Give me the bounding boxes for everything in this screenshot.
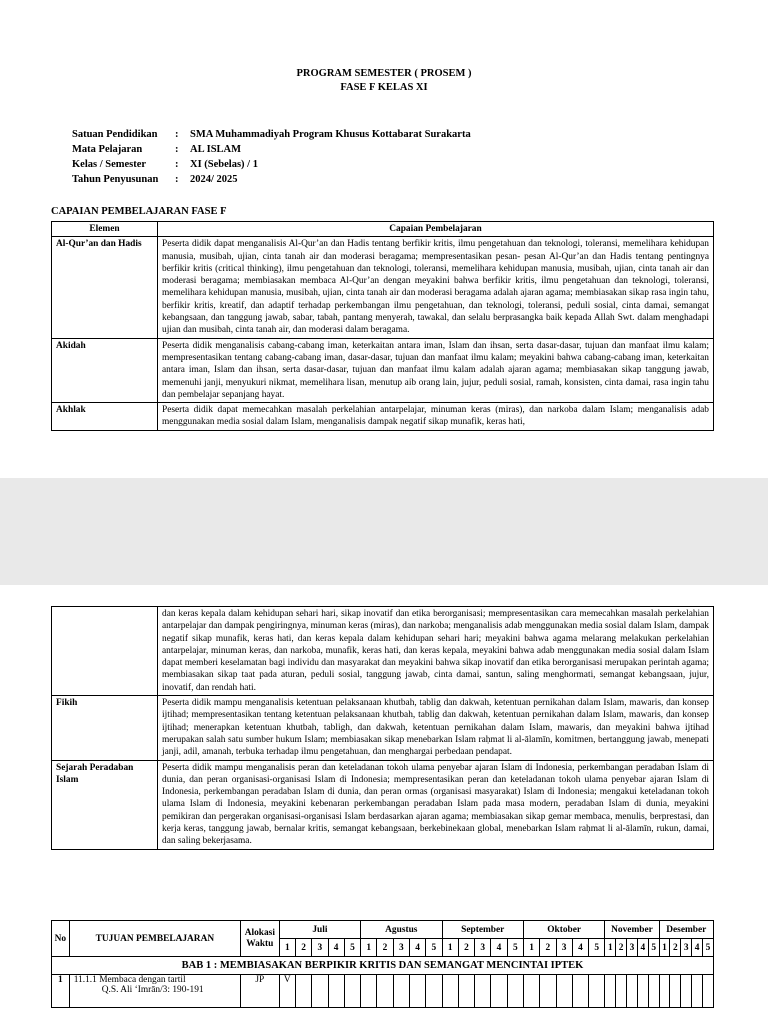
week-header: 2 (295, 939, 311, 957)
week-cell (409, 975, 425, 1008)
week-cell (692, 975, 703, 1008)
week-cell (681, 975, 692, 1008)
schedule-header-months (52, 921, 714, 939)
row-tujuan-ref: Q.S. Ali ‘Imrān/3: 190-191 (101, 985, 204, 995)
identity-key: Mata Pelajaran (72, 144, 143, 155)
month-header: Desember (659, 921, 713, 939)
week-header: 5 (648, 939, 659, 957)
week-cell (507, 975, 523, 1008)
identity-value: XI (Sebelas) / 1 (190, 159, 258, 170)
identity-colon: : (175, 159, 179, 170)
week-header: 4 (572, 939, 588, 957)
week-cell-mark: V (279, 975, 295, 1008)
row-tujuan (69, 975, 240, 1008)
identity-block (72, 129, 471, 189)
cp-row (52, 338, 714, 402)
week-header: 1 (523, 939, 539, 957)
cp-heading: CAPAIAN PEMBELAJARAN FASE F (51, 206, 227, 217)
page-1 (0, 0, 768, 478)
week-header: 1 (442, 939, 458, 957)
week-header: 3 (627, 939, 638, 957)
month-header: Oktober (523, 921, 604, 939)
week-cell (377, 975, 393, 1008)
cp-row (52, 760, 714, 849)
week-cell (556, 975, 572, 1008)
cp-element: Al-Qur’an dan Hadis (52, 237, 158, 338)
week-cell (540, 975, 556, 1008)
header-elemen: Elemen (52, 222, 158, 237)
schedule-row (52, 975, 714, 1008)
week-header: 5 (344, 939, 360, 957)
week-cell (523, 975, 539, 1008)
week-cell (491, 975, 507, 1008)
week-header: 2 (670, 939, 681, 957)
week-cell (659, 975, 670, 1008)
week-header: 3 (312, 939, 328, 957)
week-cell (627, 975, 638, 1008)
document-subtitle: FASE F KELAS XI (340, 82, 428, 93)
week-cell (426, 975, 442, 1008)
identity-value: 2024/ 2025 (190, 174, 238, 185)
week-cell (637, 975, 648, 1008)
identity-key: Tahun Penyusunan (72, 174, 159, 185)
cp-table-page2 (51, 606, 714, 850)
week-cell (328, 975, 344, 1008)
week-header: 3 (475, 939, 491, 957)
week-cell (605, 975, 616, 1008)
identity-colon: : (175, 144, 179, 155)
cp-element: Sejarah Peradaban Islam (52, 760, 158, 849)
week-header: 5 (507, 939, 523, 957)
week-header: 1 (279, 939, 295, 957)
week-cell (442, 975, 458, 1008)
week-header: 4 (491, 939, 507, 957)
week-header: 1 (659, 939, 670, 957)
month-header: Juli (279, 921, 360, 939)
row-tujuan-text: Membaca dengan tartil (99, 975, 186, 985)
month-header: September (442, 921, 523, 939)
week-header: 5 (589, 939, 605, 957)
identity-row (72, 159, 471, 174)
cp-text: Peserta didik mampu menganalisis ketentuan pelaksanaan khutbah, tablig dan dakwah, ketentuan pernikahan dalam Islam, mawaris, dan konsep ijtihad; mempresentasikan tentang ketentuan pelaksanaan khutbah, tablig dan dakwah, ketentuan pernikahan dalam Islam, mawaris, dan konsep ijtihad; menerapkan ketentuan khutbah, tabligh, dan dakwah, ketentuan pernikahan dalam Islam, mawaris, dan meyakini bahwa ijtihad merupakan salah satu sumber hukum Islam; membiasakan sikap menebarkan Islam raḥmat li al-ālamīn, komitmen, bertanggung jawab, menepati janji, adil, amanah, terbuka terhadap ilmu pengetahuan, dan menghargai perbedaan pendapat. (158, 696, 714, 760)
identity-key: Satuan Pendidikan (72, 129, 158, 140)
week-header: 2 (616, 939, 627, 957)
schedule-table (51, 920, 714, 1008)
cp-element: Akidah (52, 338, 158, 402)
week-cell (702, 975, 713, 1008)
week-cell (670, 975, 681, 1008)
cp-table-page1 (51, 221, 714, 431)
header-tujuan: TUJUAN PEMBELAJARAN (69, 921, 240, 957)
identity-row (72, 129, 471, 144)
week-header: 4 (692, 939, 703, 957)
bab-title: BAB 1 : MEMBIASAKAN BERPIKIR KRITIS DAN SEMANGAT MENCINTAI IPTEK (52, 957, 714, 975)
cp-text: Peserta didik mampu menganalisis peran dan keteladanan tokoh ulama penyebar ajaran Islam di Indonesia, perkembangan peradaban Islam di dunia, dan peran organisasi-organisasi Islam di Indonesia; mempresentasikan peran dan keteladanan tokoh ulama penyebar ajaran Islam di Indonesia, perkembangan peradaban Islam di dunia, dan peran ormas (organisasi masyarakat) Islam di Indonesia; mengakui keteladanan tokoh ulama Islam di Indonesia, meyakini kebenaran perkembangan peradaban Islam pada masa modern, peradaban Islam di dunia, meyakini pemikiran dan pergerakan organisasi-organisasi Islam berdasarkan ajaran agama; membiasakan sikap gemar membaca, menulis, berprestasi, dan kerja keras, tanggung jawab, bernalar kritis, semangat kebangsaan, berkebinekaan global, menebarkan Islam raḥmat li al-ālamīn, rukun, damai, dan saling bekerjasama. (158, 760, 714, 849)
row-alokasi: JP (241, 975, 280, 1008)
bab-row (52, 957, 714, 975)
cp-row (52, 696, 714, 760)
week-cell (361, 975, 377, 1008)
week-cell (312, 975, 328, 1008)
week-header: 3 (556, 939, 572, 957)
identity-key: Kelas / Semester (72, 159, 147, 170)
week-header: 3 (393, 939, 409, 957)
identity-value: SMA Muhammadiyah Program Khusus Kottabarat Surakarta (190, 129, 471, 140)
week-header: 5 (702, 939, 713, 957)
week-cell (572, 975, 588, 1008)
cp-element: Fikih (52, 696, 158, 760)
cp-row (52, 403, 714, 431)
identity-value: AL ISLAM (190, 144, 242, 155)
week-cell (616, 975, 627, 1008)
week-cell (295, 975, 311, 1008)
header-no: No (52, 921, 70, 957)
cp-element (52, 607, 158, 696)
week-header: 4 (328, 939, 344, 957)
identity-colon: : (175, 129, 179, 140)
week-cell (458, 975, 474, 1008)
week-cell (648, 975, 659, 1008)
week-cell (393, 975, 409, 1008)
week-header: 2 (458, 939, 474, 957)
week-header: 4 (409, 939, 425, 957)
row-code: 11.1.1 (73, 975, 97, 985)
cp-row (52, 237, 714, 338)
cp-element: Akhlak (52, 403, 158, 431)
week-header: 4 (637, 939, 648, 957)
header-capaian: Capaian Pembelajaran (158, 222, 714, 237)
week-header: 1 (605, 939, 616, 957)
cp-text: Peserta didik menganalisis cabang-cabang iman, keterkaitan antara iman, Islam dan ihsan, serta dasar-dasar, tujuan dan manfaat ilmu kalam; mempresentasikan tentang cabang-cabang iman, dasar-dasar, tujuan dan manfaat ilmu kalam; meyakini bahwa cabang-cabang iman, keterkaitan antara iman, Islam dan ihsan, serta dasar-dasar, tujuan dan manfaat ilmu kalam adalah ajaran agama; membiasakan sikap tanggung jawab, memenuhi janji, menyukuri nikmat, memelihara lisan, menutup aib orang lain, jujur, peduli sosial, ramah, konsisten, cinta damai, rasa ingin tahu dan pembelajar sepanjang hayat. (158, 338, 714, 402)
week-header: 2 (540, 939, 556, 957)
week-cell (344, 975, 360, 1008)
identity-row (72, 144, 471, 159)
cp-text: Peserta didik dapat menganalisis Al-Qur’an dan Hadis tentang berfikir kritis, ilmu pengetahuan dan teknologi, toleransi, memelihara kehidupan manusia, musibah, ujian, cinta tanah air dan moderasi beragama; mempresentasikan pesan- pesan Al-Qur’an dan Hadis tentang pentingnya berfikir kritis (critical thinking), ilmu pengetahuan dan teknologi, toleransi, memelihara kehidupan manusia, musibah, ujian, cinta tanah air dan moderasi beragama; membiasakan membaca Al-Qur’an dengan meyakini bahwa berfikir kritis, ilmu pengetahuan dan teknologi, toleransi, memelihara kehidupan manusia, musibah, ujian, cinta tanah air dan moderasi beragama adalah ajaran agama; membiasakan sikap rasa ingin tahu, berfikir kritis, kreatif, dan adaptif terhadap perkembangan ilmu pengetahuan, dan teknologi, toleransi, peduli sosial, cinta damai, semangat kebangsaan, dan tanggung jawab, sabar, tabah, pantang menyerah, tawakal, dan selalu berprasangka baik kepada Allah Swt. dalam menghadapi ujian dan musibah, cinta tanah air, dan moderasi dalam beragama. (158, 237, 714, 338)
month-header: Agustus (361, 921, 442, 939)
week-header: 2 (377, 939, 393, 957)
document-title: PROGRAM SEMESTER ( PROSEM ) (296, 68, 472, 79)
week-cell (589, 975, 605, 1008)
week-header: 1 (361, 939, 377, 957)
month-header: November (605, 921, 659, 939)
header-alokasi: Alokasi Waktu (241, 921, 280, 957)
cp-text: Peserta didik dapat memecahkan masalah perkelahian antarpelajar, minuman keras (miras), dan narkoba dalam Islam; menganalisis adab menggunakan media sosial dalam Islam, menganalisis dampak negatif sikap munafik, keras hati, (158, 403, 714, 431)
cp-text: dan keras kepala dalam kehidupan sehari hari, sikap inovatif dan etika berorganisasi; mempresentasikan cara memecahkan masalah perkelahian antarpelajar dan dampak pengiringnya, minuman keras (miras), dan narkoba; menganalisis adab menggunakan media sosial dalam Islam, dampak negatif sikap munafik, keras hati, dan keras kepala dalam kehidupan sehari hari; meyakini bahwa agama melarang melakukan perkelahian antarpelajar, minuman keras, dan narkoba, munafik, keras hati, dan keras kepala, meyakini bahwa adab menggunakan media sosial dalam Islam dapat memberi keselamatan bagi individu dan masyarakat dan meyakini bahwa sikap inovatif dan etika berorganisasi merupakan perintah agama; membiasakan sikap taat pada aturan, peduli sosial, tanggung jawab, cinta damai, santun, saling menghormati, semangat kebangsaan, jujur, inovatif, dan rendah hati. (158, 607, 714, 696)
row-no: 1 (52, 975, 70, 1008)
identity-row (72, 174, 471, 189)
week-cell (475, 975, 491, 1008)
cp-row (52, 607, 714, 696)
week-header: 3 (681, 939, 692, 957)
identity-colon: : (175, 174, 179, 185)
week-header: 5 (426, 939, 442, 957)
